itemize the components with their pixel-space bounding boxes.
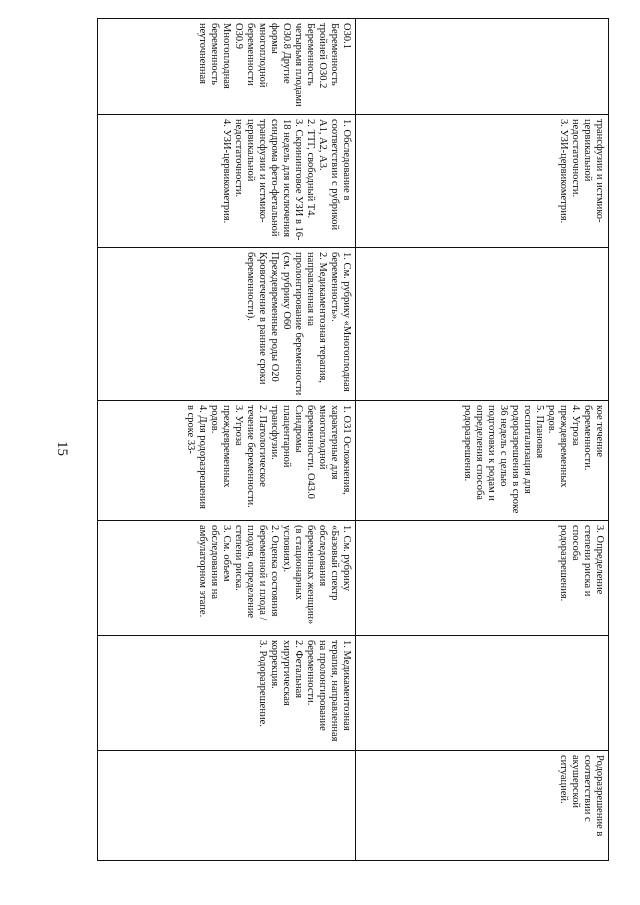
list-item: 1. См. рубрику «Базовый спектр обследования беременных женщин» (в стационарных условиях). xyxy=(281,525,352,625)
list-item: 1. O31 Осложнения, характерные для многоплодной беременности. O43.0 Синдромы плацентарной трансфузии. xyxy=(269,405,352,499)
cell-inpatient-diagnostics-bottom xyxy=(98,521,356,636)
cell-treatment-top xyxy=(356,248,609,401)
list-item: 4. Для родоразрешения в сроке 33- xyxy=(185,405,208,509)
list-item: 3. Определение степени риска и способа родоразрешения. xyxy=(558,525,605,602)
cell-diagnosis-top xyxy=(356,19,609,115)
cell-inpatient-diagnostics-top xyxy=(356,521,609,636)
list-item: 2. ТТГ, свободный Т4. xyxy=(305,119,316,219)
cell-delivery-bottom xyxy=(98,751,356,861)
rotated-table-container xyxy=(104,18,609,860)
list-item: 3. Угроза преждевременных родов. xyxy=(209,405,244,488)
continued-text: трансфузии и истмико-цервикальной недостаточности. xyxy=(570,119,605,223)
list-item: 5. Плановая госпитализация для родоразрешения в сроке 36 недель с целью подготовки к родам и определения способа родоразрешения. xyxy=(462,405,545,514)
cell-complications-top xyxy=(356,401,609,521)
list-item: 1. Обследование в соответствии с рубрикой А1, А2, А3. xyxy=(317,119,352,231)
list-item: 1. См. рубрику «Многоплодная беременность». xyxy=(329,252,352,392)
continued-text: кое течение беременности. xyxy=(582,405,605,471)
cell-diagnostics-bottom xyxy=(98,115,356,248)
list-item: 3. УЗИ-цервикометрия. xyxy=(558,119,569,224)
cell-complications-bottom xyxy=(98,401,356,521)
list-item: 4. Угроза преждевременных родов. xyxy=(546,405,581,488)
cell-treatment-bottom xyxy=(98,248,356,401)
list-item: 1. Медикаментозная терапия, направленная на пролонгирование беременности. xyxy=(305,640,352,742)
cell-diagnosis-bottom: O30.1 Беременность тройней O30.2 Беременность четырьмя плодами O30.8 Другие формы многоплодной беременности O30.9 Многоплодная беременность неуточненная xyxy=(98,19,356,115)
cell-inpatient-treatment-top xyxy=(356,636,609,751)
cell-delivery-top: Родоразрешение в соответствии с акушерской ситуацией. xyxy=(356,751,609,861)
table-row-bottom xyxy=(98,19,356,861)
list-item: 4. УЗИ-цервикометрия. xyxy=(221,119,232,224)
cell-diagnostics-top xyxy=(356,115,609,248)
list-item: 2. Патологическое течение беременности. xyxy=(245,405,268,508)
page-number: 15 xyxy=(54,441,70,456)
table-row-top xyxy=(356,19,609,861)
list-item: 2. Фетальная хирургическая коррекция. xyxy=(269,640,304,706)
list-item: 2. Медикаментозная терапия, направленная на пролонгирование беременности (см. рубрику O60 Преждевременные роды O20 Кровотечение в ранние сроки беременности). xyxy=(245,252,328,396)
clinical-protocol-table xyxy=(97,18,609,861)
list-item: 2. Оценка состояния беременной и плода / плодов, определение степени риска. xyxy=(233,525,280,621)
list-item: 3. Родоразрешение. xyxy=(257,640,268,727)
list-item: 3. См. объем обследования на амбулаторном этапе. xyxy=(197,525,232,618)
cell-inpatient-treatment-bottom xyxy=(98,636,356,751)
list-item: 3. Скрининговое УЗИ в 16-18 недель для исключения синдрома фето-фетальной трансфузии и истмико-цервикальной недостаточности. xyxy=(233,119,304,241)
